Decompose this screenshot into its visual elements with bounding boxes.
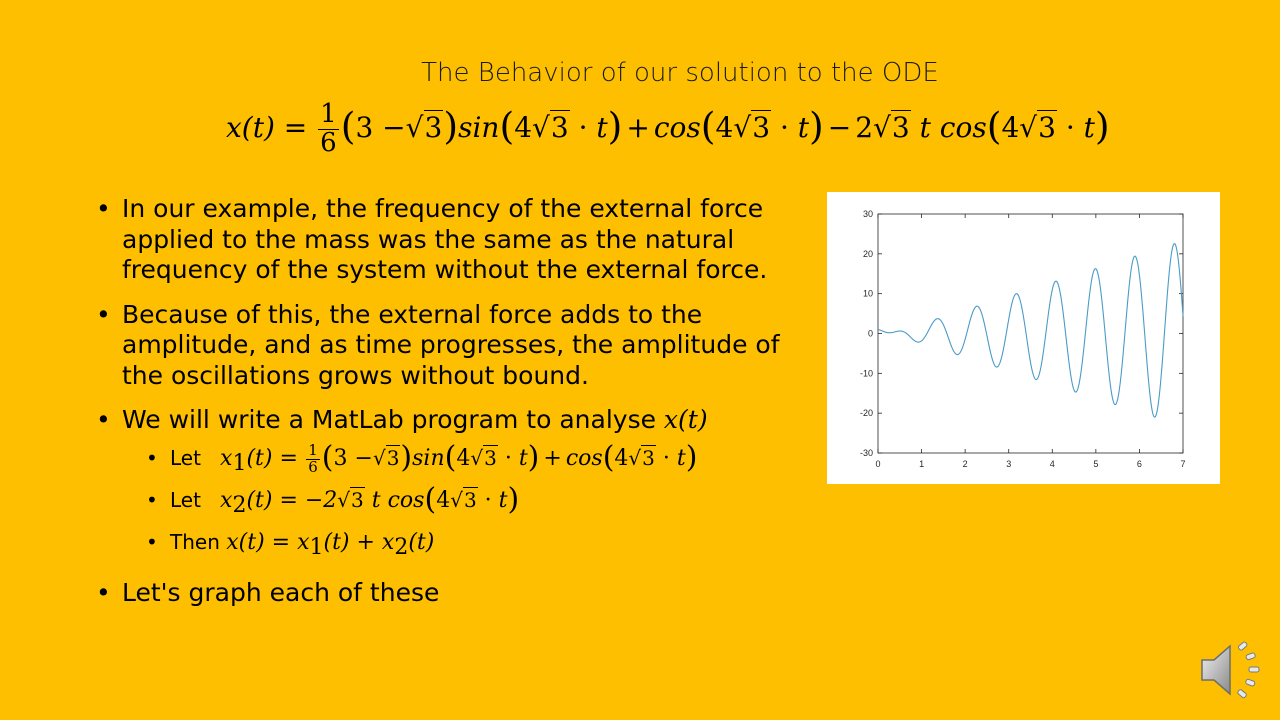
slide-title: The Behavior of our solution to the ODE xyxy=(421,58,939,88)
y-tick-label: -30 xyxy=(859,448,873,458)
eq-fraction: $\frac{1}{6}$ xyxy=(320,99,337,158)
main-equation: x(t) = $\frac{1}{6}$ (3 −√3)sin(4√3 · t) + cos(4√3 · t) − 2√3 t cos(4√3 · t) xyxy=(226,99,1110,158)
bullet-item: • Let's graph each of these xyxy=(96,578,786,609)
sub-bullet-list xyxy=(96,440,786,566)
eq-sin: sin xyxy=(458,111,500,144)
x-tick-label: 5 xyxy=(1093,459,1099,469)
y-tick-label: 10 xyxy=(862,288,873,299)
eq-cos: cos xyxy=(653,111,701,144)
x-tick-label: 0 xyxy=(875,459,881,469)
y-tick-label: -10 xyxy=(859,368,873,379)
x-tick-label: 4 xyxy=(1049,459,1055,469)
sub-bullet-item: • Let $x_1(t)$ = $\frac{1}{6}$ (3 −√3)sin(4√3 · t) + cos(4√3 · t) xyxy=(146,440,786,482)
eq-lhs: x(t) = xyxy=(226,111,308,144)
x-tick-label: 6 xyxy=(1136,459,1142,469)
y-tick-label: 20 xyxy=(862,248,873,259)
speaker-icon-graphic xyxy=(1198,638,1264,702)
plot-frame xyxy=(878,214,1183,453)
sub-bullet-item: • Let $x_2(t) = -2√3$ t cos(4√3 · t) xyxy=(146,482,786,524)
bullet-math: x(t) xyxy=(663,405,708,434)
chart-panel xyxy=(827,192,1220,484)
line-chart xyxy=(827,192,1220,484)
bullet-item: • We will write a MatLab program to analyse x(t) xyxy=(96,405,786,436)
bullet-item: • In our example, the frequency of the external force applied to the mass was the same as the natural frequency of the system without the external force. xyxy=(96,194,786,286)
y-tick-label: 30 xyxy=(862,209,873,219)
series-line xyxy=(878,244,1183,417)
x-tick-label: 1 xyxy=(919,459,925,469)
x-tick-label: 2 xyxy=(962,459,968,469)
speaker-icon[interactable] xyxy=(1198,638,1264,702)
sub-bullet-item: • Then $x(t) = x_1(t) + x_2(t)$ xyxy=(146,524,786,566)
bullet-item: • Because of this, the external force adds to the amplitude, and as time progresses, the amplitude of the oscillations grows without bound. xyxy=(96,300,786,392)
x-tick-label: 3 xyxy=(1006,459,1012,469)
x-tick-label: 7 xyxy=(1180,459,1186,469)
bullet-list xyxy=(96,194,786,622)
y-tick-label: -20 xyxy=(859,408,873,419)
y-tick-label: 0 xyxy=(867,328,873,339)
eq-sqrt: √3 xyxy=(405,111,443,144)
